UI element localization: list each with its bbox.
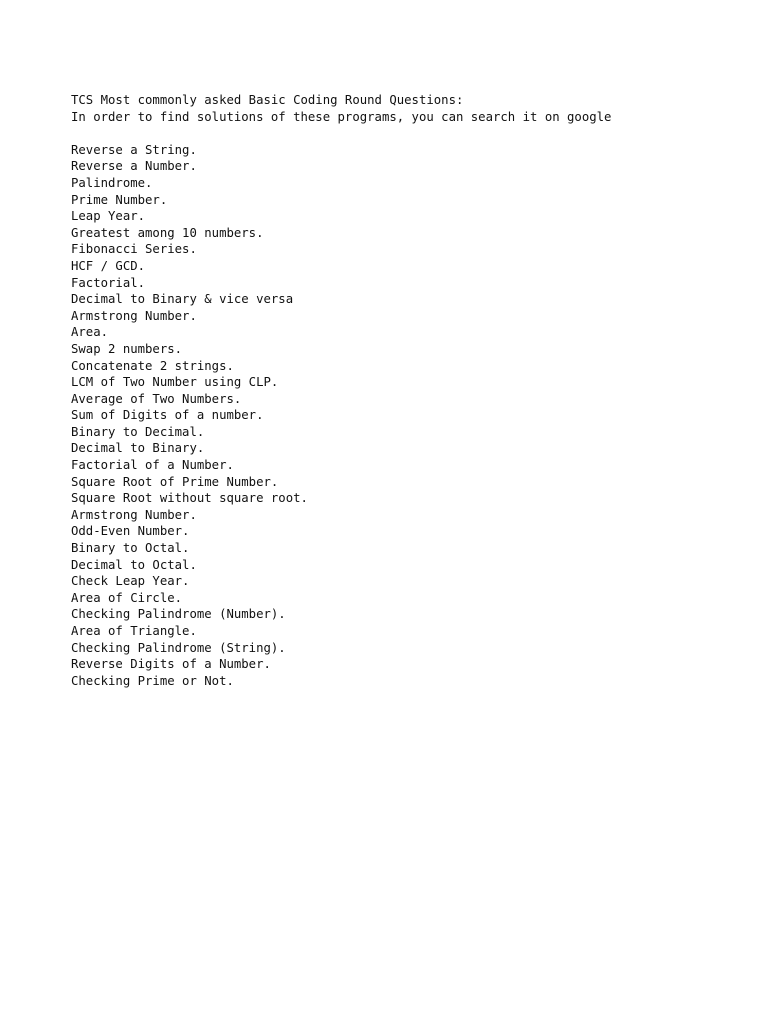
list-item: Average of Two Numbers. [71, 391, 242, 406]
list-item: Prime Number. [71, 192, 168, 207]
list-item: Sum of Digits of a number. [71, 408, 264, 423]
list-item: Swap 2 numbers. [71, 341, 183, 356]
list-item: Armstrong Number. [71, 507, 197, 522]
list-item: Palindrome. [71, 175, 153, 190]
list-item: Checking Palindrome (String). [71, 640, 286, 655]
list-item: Armstrong Number. [71, 308, 197, 323]
document-intro: In order to find solutions of these programs, you can search it on google [71, 109, 612, 124]
list-item: Decimal to Octal. [71, 557, 197, 572]
document-heading: TCS Most commonly asked Basic Coding Round Questions: [71, 93, 464, 107]
list-item: Binary to Decimal. [71, 424, 205, 439]
list-item: Concatenate 2 strings. [71, 358, 234, 373]
list-item: Leap Year. [71, 209, 146, 224]
list-item: Area of Triangle. [71, 624, 197, 638]
list-item: Checking Prime or Not. [71, 673, 234, 688]
list-item: LCM of Two Number using CLP. [71, 375, 279, 390]
list-item: Checking Palindrome (Number). [71, 607, 286, 622]
list-item: Square Root without square root. [71, 491, 308, 506]
list-item: Square Root of Prime Number. [71, 474, 279, 489]
document-body [71, 92, 751, 689]
list-item: Greatest among 10 numbers. [71, 225, 264, 240]
list-item: Area. [71, 325, 109, 340]
list-item: Reverse Digits of a Number. [71, 657, 271, 672]
list-item: Decimal to Binary & vice versa [71, 292, 294, 307]
list-item: Factorial of a Number. [71, 458, 234, 473]
list-item: HCF / GCD. [71, 258, 146, 273]
list-item: Factorial. [71, 275, 146, 290]
list-item: Area of Circle. [71, 590, 183, 605]
list-item: Reverse a String. [71, 142, 197, 157]
list-item: Decimal to Binary. [71, 441, 205, 456]
list-item: Binary to Octal. [71, 541, 190, 556]
question-list [71, 142, 751, 690]
list-item: Fibonacci Series. [71, 242, 197, 257]
list-item: Odd-Even Number. [71, 524, 190, 539]
blank-line [71, 125, 751, 142]
list-item: Check Leap Year. [71, 574, 190, 589]
list-item: Reverse a Number. [71, 159, 197, 174]
